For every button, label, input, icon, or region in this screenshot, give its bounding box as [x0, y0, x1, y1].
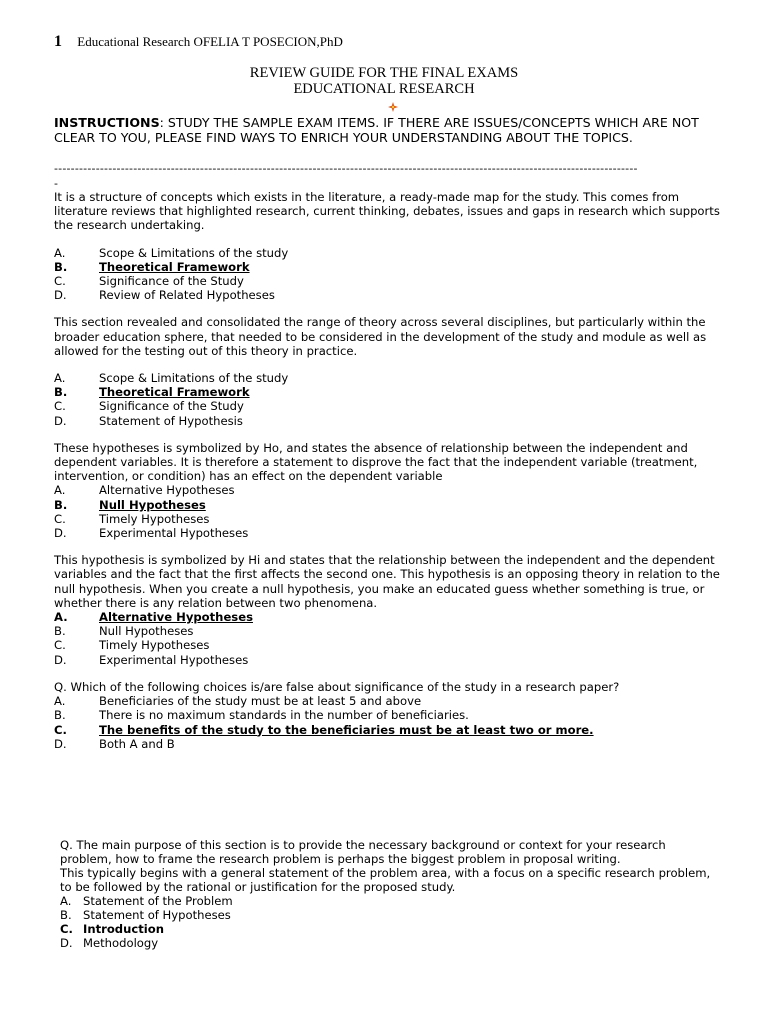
- question-1: [54, 190, 724, 302]
- question-text-continued: This typically begins with a general statement of the problem area, with a focus on a specific research problem, to be followed by the rational or justification for the proposed study.: [60, 866, 711, 894]
- option-d: D. Experimental Hypotheses: [54, 652, 249, 667]
- option-c-answer: C. Introduction: [60, 922, 164, 936]
- question-text: This hypothesis is symbolized by Hi and states that the relationship between the independent and the dependent variables and the fact that the first affects the second one. This hypothesis is an opposing theory in relation to the null hypothesis. When you create a null hypothesis, you make an educated guess whether something is true, or whether there is any relation between two phenomena.: [54, 553, 720, 610]
- ornament-icon: [388, 102, 398, 112]
- separator-line: --------------------------------------------------------------------------------------------------------------------------------------------: [54, 162, 638, 175]
- document-title: REVIEW GUIDE FOR THE FINAL EXAMS: [249, 65, 519, 81]
- option-d: D. Methodology: [60, 936, 159, 950]
- option-d: D. Both A and B: [54, 736, 175, 751]
- option-b-answer: B. Theoretical Framework: [54, 259, 250, 274]
- option-a: A. Alternative Hypotheses: [54, 483, 235, 498]
- question-text: These hypotheses is symbolized by Ho, and states the absence of relationship between the independent and dependent variables. It is therefore a statement to disprove the fact that the independent variable (treatment, intervention, or condition) has an effect on the dependent variable: [54, 440, 698, 484]
- question-text: It is a structure of concepts which exists in the literature, a ready-made map for the study. This comes from literature reviews that highlighted research, current thinking, debates, issues and gaps in research which supports the research undertaking.: [54, 190, 720, 233]
- option-a: A. Scope & Limitations of the study: [54, 245, 289, 260]
- option-c: C. Significance of the Study: [54, 274, 244, 289]
- option-c: C. Significance of the Study: [54, 399, 244, 414]
- option-b: B. There is no maximum standards in the number of beneficiaries.: [54, 708, 469, 723]
- instructions-text: : STUDY THE SAMPLE EXAM ITEMS. IF THERE ARE ISSUES/CONCEPTS WHICH ARE NOT CLEAR TO YOU, PLEASE FIND WAYS TO ENRICH YOUR UNDERSTANDING ABOUT THE TOPICS.: [54, 115, 699, 145]
- question-3: [54, 441, 724, 540]
- option-c: C. Timely Hypotheses: [54, 511, 210, 526]
- question-list: [54, 190, 724, 764]
- option-b-answer: B. Null Hypotheses: [54, 497, 206, 512]
- instructions: [54, 115, 726, 145]
- option-c-answer: C. The benefits of the study to the beneficiaries must be at least two or more.: [54, 722, 594, 737]
- question-5: [54, 680, 724, 751]
- option-a: A. Statement of the Problem: [60, 894, 233, 908]
- option-b: B. Statement of Hypotheses: [60, 908, 231, 922]
- option-b: B. Null Hypotheses: [54, 624, 194, 639]
- question-4: [54, 553, 724, 667]
- header-text: Educational Research OFELIA T POSECION,PhD: [77, 34, 343, 49]
- instructions-label: INSTRUCTIONS: [54, 115, 160, 130]
- question-2: [54, 315, 724, 427]
- option-d: D. Experimental Hypotheses: [54, 526, 249, 541]
- question-text: Q. The main purpose of this section is to provide the necessary background or context for your research problem, how to frame the research problem is perhaps the biggest problem in proposal writing.: [60, 838, 666, 866]
- option-d: D. Review of Related Hypotheses: [54, 288, 275, 303]
- question-text: This section revealed and consolidated the range of theory across several disciplines, but particularly within the broader education sphere, that needed to be considered in the development of the study and module as well as allowed for the testing out of this theory in practice.: [54, 315, 707, 358]
- option-b-answer: B. Theoretical Framework: [54, 385, 250, 400]
- separator-tail: -: [54, 177, 58, 190]
- page-header: [54, 33, 343, 51]
- option-d: D. Statement of Hypothesis: [54, 413, 243, 428]
- option-a: A. Beneficiaries of the study must be at least 5 and above: [54, 694, 422, 709]
- question-text: Q. Which of the following choices is/are false about significance of the study in a research paper?: [54, 679, 620, 694]
- option-c: C. Timely Hypotheses: [54, 638, 210, 653]
- question-6: [60, 838, 720, 950]
- option-a-answer: A. Alternative Hypotheses: [54, 610, 253, 625]
- page-number: 1: [54, 33, 62, 50]
- document-subtitle: EDUCATIONAL RESEARCH: [293, 81, 475, 97]
- option-a: A. Scope & Limitations of the study: [54, 371, 289, 386]
